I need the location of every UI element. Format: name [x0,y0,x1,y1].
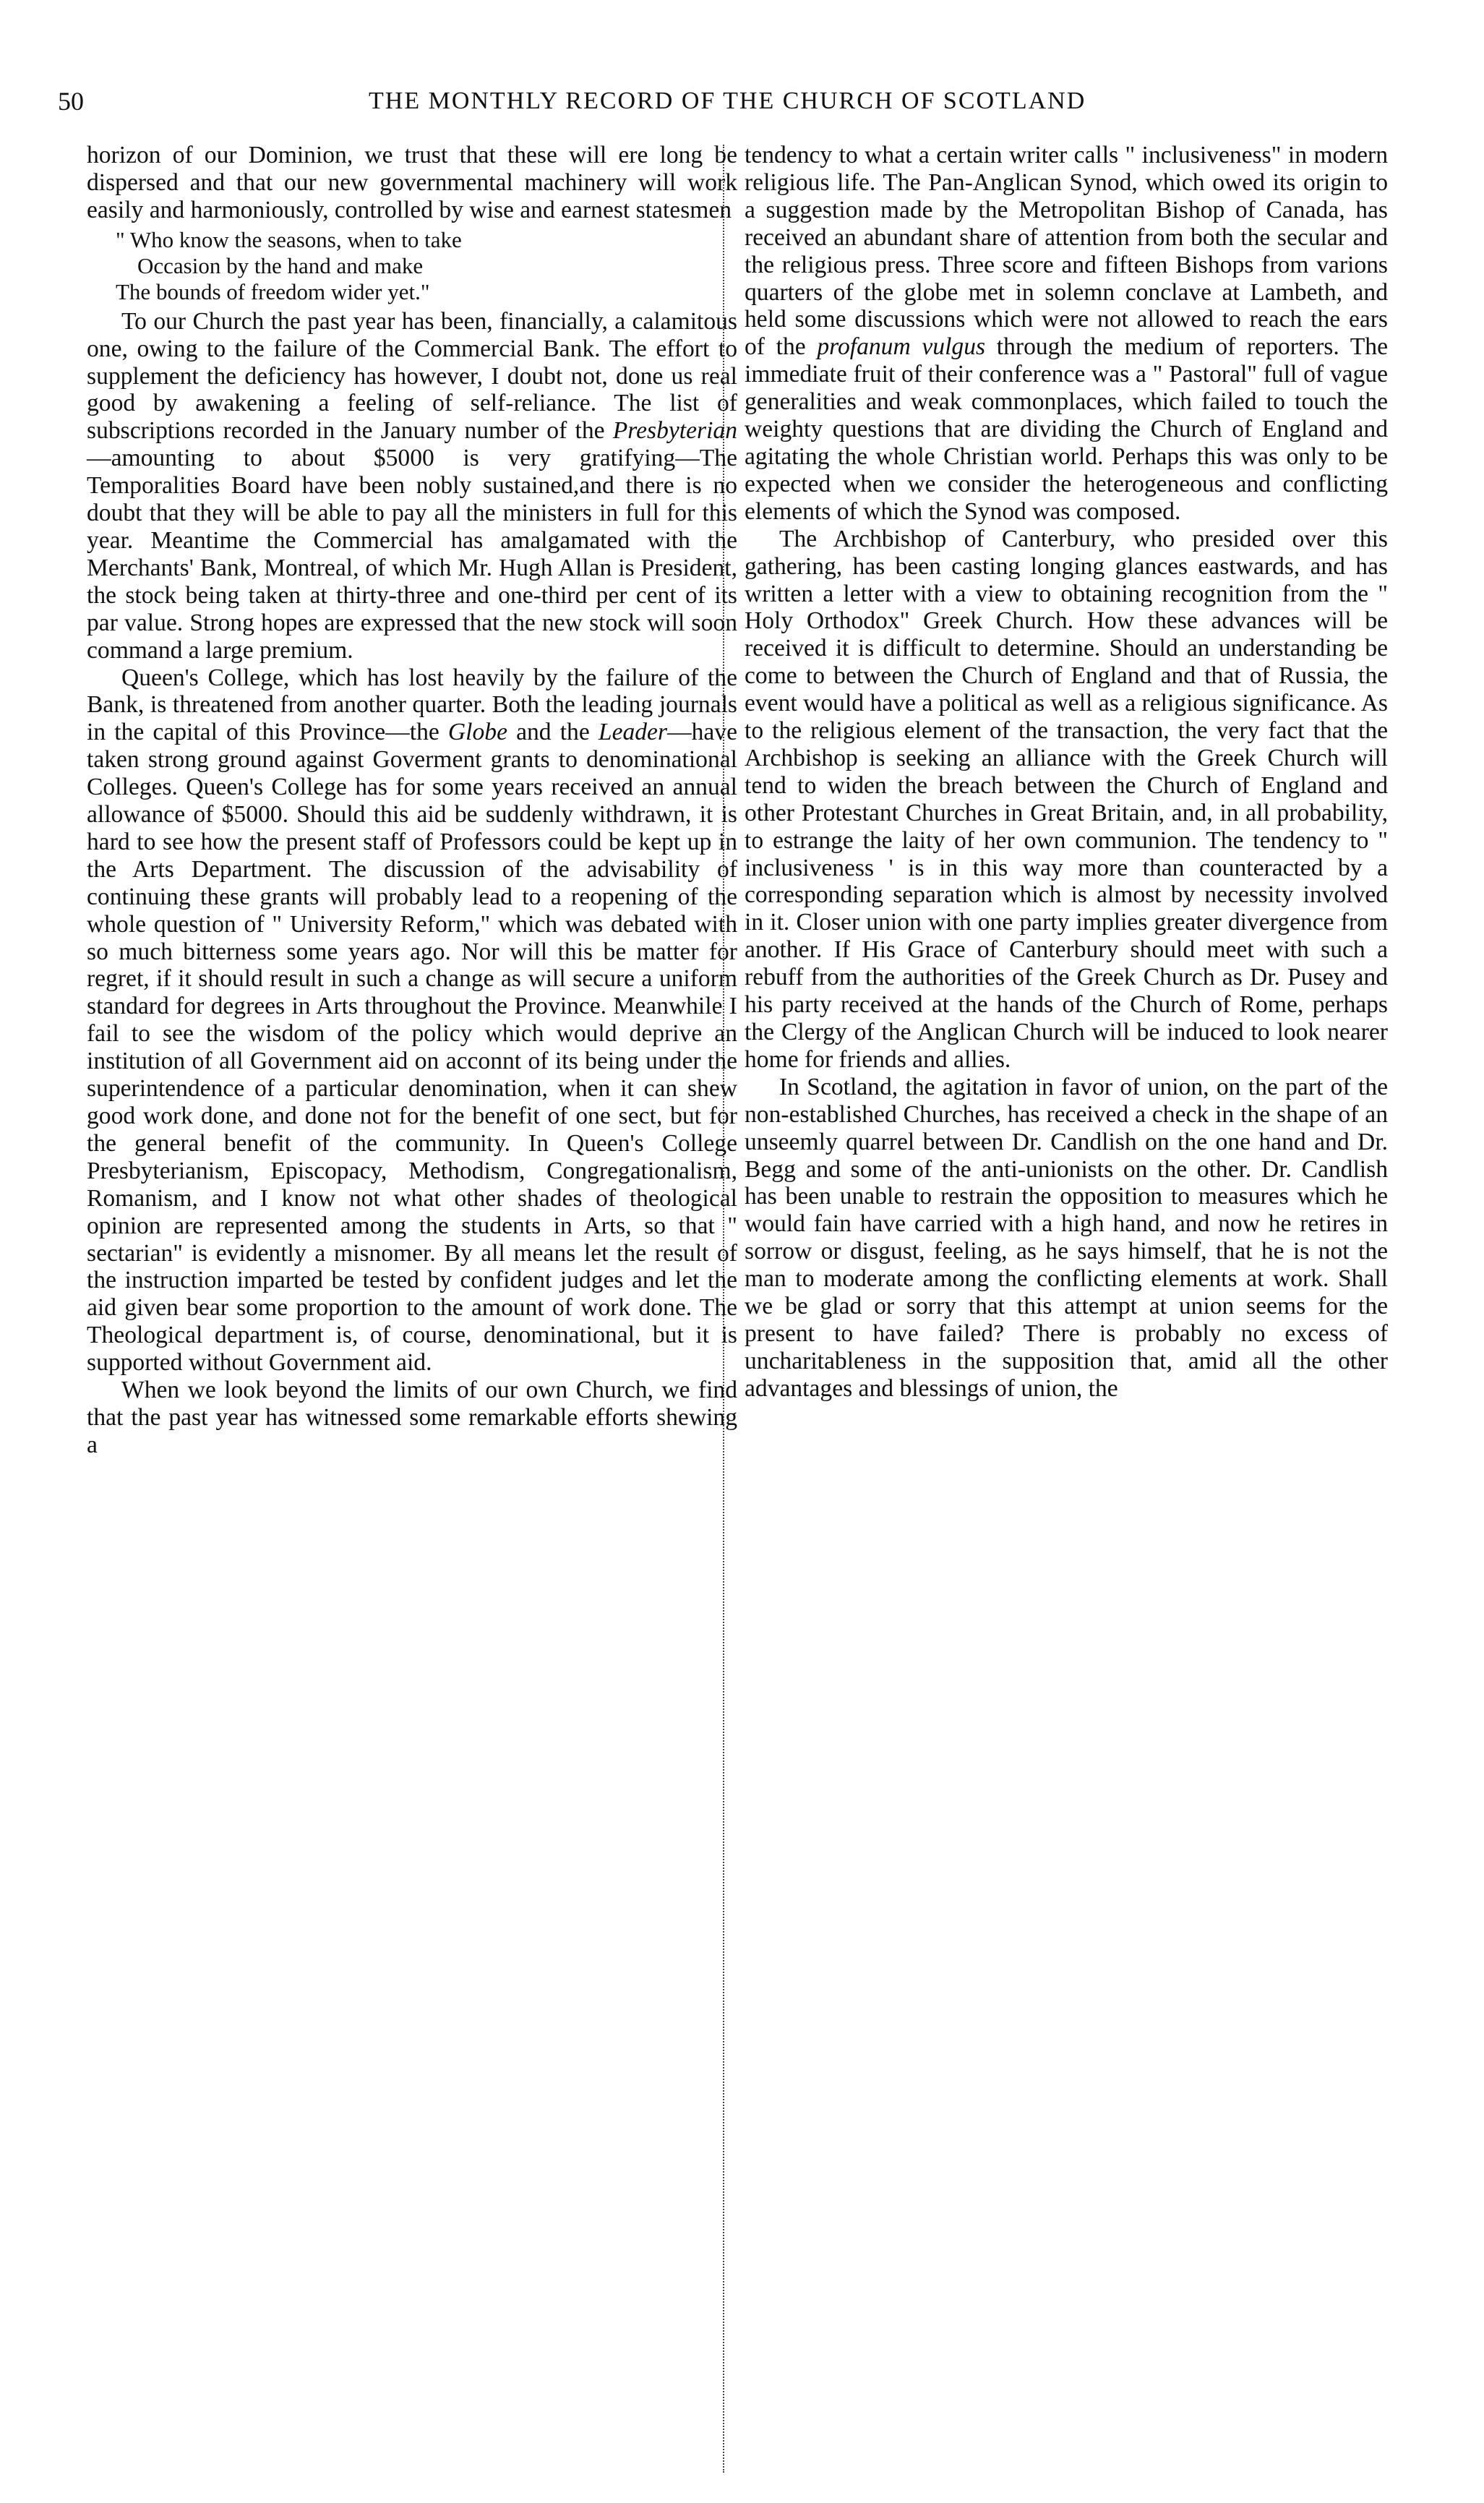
right-column [745,142,1388,1403]
paragraph: When we look beyond the limits of our own Church, we find that the past year has witnessed some remarkable efforts shewing a [87,1377,737,1458]
italic-phrase: profanum vulgus [817,333,986,361]
journal-title: THE MONTHLY RECORD OF THE CHURCH OF SCOTLAND [369,87,1086,114]
verse-line: Occasion by the hand and make [137,252,424,278]
paragraph: tendency to what a certain writer calls " inclusiveness" in modern religious life. The Pan-Anglican Synod, which owed its origin to a suggestion made by the Metropolitan Bishop of Canada, has received an abundant share of attention from both the secular and the religious press. Three score and fifteen Bishops from varions quarters of the globe met in solemn conclave at Lambeth, and held some discussions which were not allowed to reach the ears of the profanum vulgus through the medium of reporters. The immediate fruit of their conference was a " Pastoral" full of vague generalities and weak commonplaces, which failed to touch the weighty questions that are dividing the Church of England and agitating the whole Christian world. Perhaps this was only to be expected when we consider the heterogeneous and conflicting elements of which the Synod was composed. [745,142,1388,525]
paragraph: In Scotland, the agitation in favor of union, on the part of the non-established Churches, has received a check in the shape of an unseemly quarrel between Dr. Candlish on the one hand and Dr. Begg and some of the anti-unionists on the other. Dr. Candlish has been unable to restrain the opposition to measures which he would fain have carried with a high hand, and now he retires in sorrow or disgust, feeling, as he says himself, that he is not the man to moderate among the conflicting elements at work. Shall we be glad or sorry that this attempt at union seems for the present to have failed? There is probably no excess of uncharitableness in the supposition that, amid all the other advantages and blessings of union, the [745,1073,1388,1402]
paragraph: To our Church the past year has been, financially, a calamitous one, owing to the failure of the Commercial Bank. The effort to supplement the deficiency has however, I doubt not, done us real good by awakening a feeling of self-reliance. The list of subscriptions recorded in the January number of the Presbyterian—amounting to about $5000 is very gratifying—The Temporalities Board have been nobly sustained,and there is no doubt that they will be able to pay all the ministers in full for this year. Meantime the Commercial has amalgamated with the Merchants' Bank, Montreal, of which Mr. Hugh Allan is President, the stock being taken at thirty-three and one-third per cent of its par value. Strong hopes are expressed that the new stock will soon command a large premium. [87,307,737,664]
paragraph: The Archbishop of Canterbury, who presided over this gathering, has been casting longing glances eastwards, and has written a letter with a view to obtaining recognition from the " Holy Orthodox" Greek Church. How these advances will be received it is difficult to determine. Should an understanding be come to between the Church of England and that of Russia, the event would have a political as well as a religious significance. As to the religious element of the transaction, the very fact that the Archbishop is seeking an alliance with the Greek Church will tend to widen the breach between the Church of England and other Protestant Churches in Great Britain, and, in all probability, to estrange the laity of her own communion. The tendency to " inclusiveness ' is in this way more than counteracted by a corresponding separation which is almost by necessity involved in it. Closer union with one party implies greater divergence from another. If His Grace of Canterbury should meet with such a rebuff from the authorities of the Greek Church as Dr. Pusey and his party received at the hands of the Church of Rome, perhaps the Clergy of the Anglican Church will be induced to look nearer home for friends and allies. [745,525,1388,1073]
verse-line: The bounds of freedom wider yet." [116,278,430,304]
italic-title: Leader [598,719,668,746]
paragraph: horizon of our Dominion, we trust that these will ere long be dispersed and that our new governmental machinery will work easily and harmoniously, controlled by wise and earnest statesmen [87,142,737,223]
italic-title: Presbyterian [612,417,737,445]
left-column [87,142,737,1459]
verse-quote [116,227,737,305]
running-head [58,80,1417,123]
verse-line: " Who know the seasons, when to take [116,226,462,252]
italic-title: Globe [447,719,507,746]
paragraph: Queen's College, which has lost heavily by the failure of the Bank, is threatened from another quarter. Both the leading journals in the capital of this Province—the Globe and the Leader—have taken strong ground against Goverment grants to denominational Colleges. Queen's College has for some years received an annual allowance of $5000. Should this aid be suddenly withdrawn, it is hard to see how the present staff of Professors could be kept up in the Arts Department. The discussion of the advisability of continuing these grants will probably lead to a reopening of the whole question of " University Reform," which was debated with so much bitterness some years ago. Nor will this be matter for regret, if it should result in such a change as will secure a uniform standard for degrees in Arts throughout the Province. Meanwhile I fail to see the wisdom of the policy which would deprive an institution of all Government aid on acconnt of its being under the superintendence of a particular denomination, when it can shew good work done, and done not for the benefit of one sect, but for the general benefit of the community. In Queen's College Presbyterianism, Episcopacy, Methodism, Congregationalism, Romanism, and I know not what other shades of theological opinion are represented among the students in Arts, so that " sectarian" is evidently a misnomer. By all means let the result of the instruction imparted be tested by confident judges and let the aid given bear some proportion to the amount of work done. The Theological department is, of course, denominational, but it is supported without Government aid. [87,664,737,1377]
page-number: 50 [58,87,84,116]
